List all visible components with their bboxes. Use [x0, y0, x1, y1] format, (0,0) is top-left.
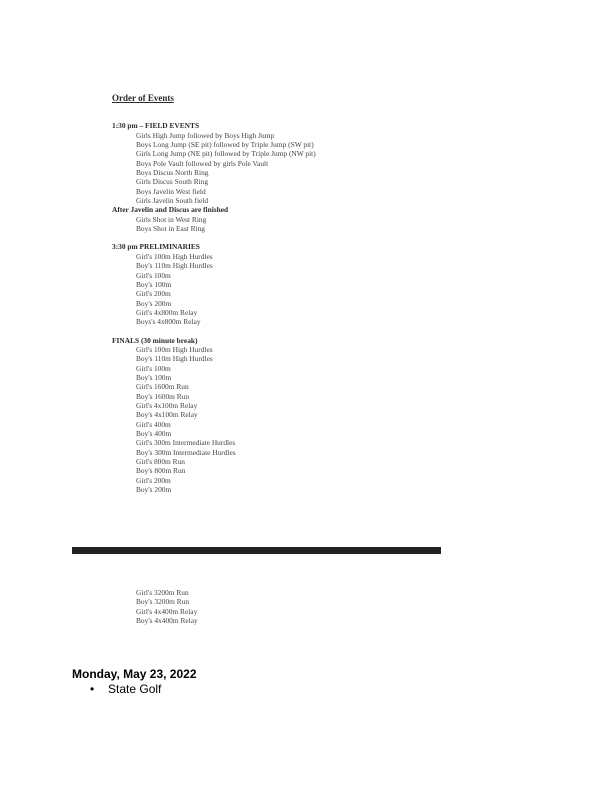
continued-events-scan: [136, 588, 336, 625]
field-event-item: Girls Long Jump (NE pit) followed by Triple Jump (NW pit): [136, 149, 316, 159]
field-event-item: Boys Long Jump (SE pit) followed by Triple Jump (SW pit): [136, 140, 314, 150]
field-event-item: Boys Discus North Ring: [136, 168, 209, 178]
prelim-event-item: Boy's 200m: [136, 298, 172, 308]
prelim-event-item: Girl's 100m High Hurdles: [136, 251, 213, 261]
final-event-item: Boy's 110m High Hurdles: [136, 354, 213, 364]
continued-event-item: Boy's 3200m Run: [136, 597, 190, 607]
field-event-item: Boys Shot in East Ring: [136, 224, 205, 234]
preliminaries-heading: 3:30 pm PRELIMINARIES: [112, 242, 200, 252]
order-of-events-scan: [112, 94, 442, 494]
prelim-event-item: Boy's 100m: [136, 279, 172, 289]
final-event-item: Girl's 200m: [136, 475, 171, 485]
final-event-item: Girl's 1600m Run: [136, 382, 189, 392]
field-events-subheading: After Javelin and Discus are finished: [112, 205, 229, 215]
field-event-item: Girls High Jump followed by Boys High Jump: [136, 130, 275, 140]
final-event-item: Girl's 300m Intermediate Hurdles: [136, 438, 236, 448]
prelim-event-item: Boys's 4x800m Relay: [136, 317, 201, 327]
final-event-item: Girl's 400m: [136, 419, 171, 429]
final-event-item: Boy's 200m: [136, 485, 172, 495]
final-event-item: Boy's 800m Run: [136, 466, 186, 476]
field-event-item: Girls Shot in West Ring: [136, 214, 207, 224]
finals-heading: FINALS (30 minute break): [112, 335, 198, 345]
order-of-events-title: Order of Events: [112, 93, 174, 103]
field-event-item: Boys Pole Vault followed by girls Pole Vault: [136, 158, 269, 168]
final-event-item: Boy's 4x100m Relay: [136, 410, 198, 420]
prelim-event-item: Boy's 110m High Hurdles: [136, 261, 213, 271]
continued-event-item: Girl's 4x400m Relay: [136, 606, 198, 616]
section-divider-bar: [72, 547, 441, 554]
field-event-item: Girls Discus South Ring: [136, 177, 209, 187]
final-event-item: Girl's 100m: [136, 363, 171, 373]
day-event-list: [72, 682, 161, 696]
prelim-event-item: Girl's 200m: [136, 289, 171, 299]
final-event-item: Boy's 300m Intermediate Hurdles: [136, 447, 236, 457]
bullet-icon: •: [90, 682, 95, 696]
prelim-event-item: Girl's 100m: [136, 270, 171, 280]
field-event-item: Girls Javelin South field: [136, 196, 209, 206]
final-event-item: Girl's 800m Run: [136, 457, 185, 467]
date-heading: Monday, May 23, 2022: [72, 667, 197, 681]
final-event-item: Boy's 400m: [136, 429, 172, 438]
prelim-event-item: Girl's 4x800m Relay: [136, 307, 198, 317]
list-item-label: State Golf: [108, 682, 162, 696]
final-event-item: Girl's 4x100m Relay: [136, 400, 198, 410]
final-event-item: Girl's 100m High Hurdles: [136, 344, 213, 354]
final-event-item: Boy's 100m: [136, 372, 172, 382]
final-event-item: Boy's 1600m Run: [136, 391, 190, 401]
field-events-heading: 1:30 pm – FIELD EVENTS: [112, 121, 200, 131]
list-item: [72, 682, 161, 696]
continued-event-item: Girl's 3200m Run: [136, 588, 189, 597]
continued-event-item: Boy's 4x400m Relay: [136, 616, 198, 626]
field-event-item: Boys Javelin West field: [136, 186, 206, 196]
